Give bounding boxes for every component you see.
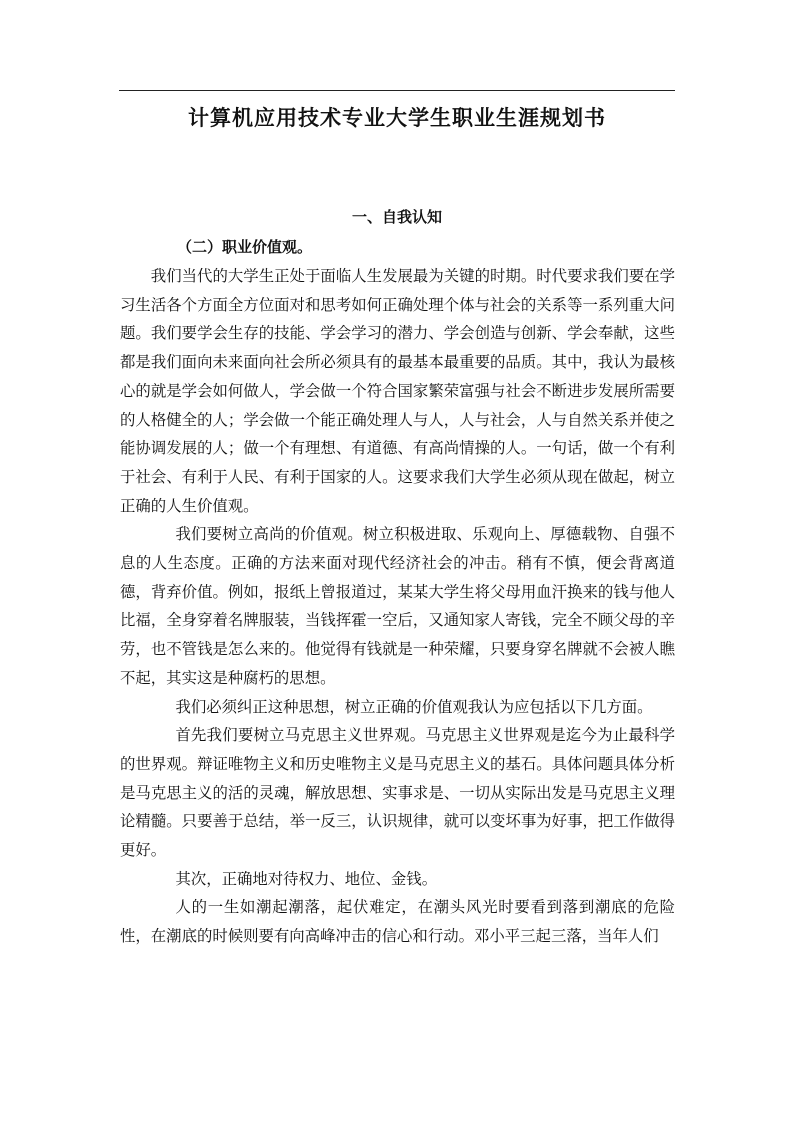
sub-heading: （二）职业价值观。 [177, 238, 313, 256]
paragraph: 我们必须纠正这种思想，树立正确的价值观我认为应包括以下几方面。 [175, 697, 653, 716]
paragraph: 我们当代的大学生正处于面临人生发展最为关键的时期。时代要求我们要在学习生活各个方面全方位面对和思考如何正确处理个体与社会的关系等一系列重大问题。我们要学会生存的技能、学会学习的潜力、学会创造与创新、学会奉献，这些都是我们面向未来面向社会所必须具有的最基本最重要的品质。其中，我认为最核心的就是学会如何做人，学会做一个符合国家繁荣富强与社会不断进步发展所需要的人格健全的人；学会做一个能正确处理人与人，人与社会，人与自然关系并使之能协调发展的人；做一个有理想、有道德、有高尚情操的人。一句话，做一个有利于社会、有利于人民、有利于国家的人。这要求我们大学生必须从现在做起，树立正确的人生价值观。 [120, 267, 675, 515]
paragraph: 首先我们要树立马克思主义世界观。马克思主义世界观是迄今为止最科学的世界观。辩证唯物主义和历史唯物主义是马克思主义的基石。具体问题具体分析是马克思主义的活的灵魂，解放思想、实事求是、一切从实际出发是马克思主义理论精髓。只要善于总结，举一反三，认识规律，就可以变坏事为好事，把工作做得更好。 [120, 726, 675, 860]
body-text [120, 262, 675, 951]
paragraph: 我们要树立高尚的价值观。树立积极进取、乐观向上、厚德载物、自强不息的人生态度。正确的方法来面对现代经济社会的冲击。稍有不慎，便会背离道德，背弃价值。例如，报纸上曾报道过，某某大学生将父母用血汗换来的钱与他人比福，全身穿着名牌服装，当钱挥霍一空后，又通知家人寄钱，完全不顾父母的辛劳，也不管钱是怎么来的。他觉得有钱就是一种荣耀，只要身穿名牌就不会被人瞧不起，其实这是种腐朽的思想。 [120, 525, 675, 687]
document-title: 计算机应用技术专业大学生职业生涯规划书 [188, 106, 606, 130]
header-rule [119, 90, 675, 91]
paragraph: 人的一生如潮起潮落，起伏难定，在潮头风光时要看到落到潮底的危险性，在潮底的时候则要有向高峰冲击的信心和行动。邓小平三起三落，当年人们 [120, 898, 675, 946]
section-heading: 一、自我认知 [351, 208, 442, 226]
paragraph: 其次，正确地对待权力、地位、金钱。 [175, 869, 438, 888]
